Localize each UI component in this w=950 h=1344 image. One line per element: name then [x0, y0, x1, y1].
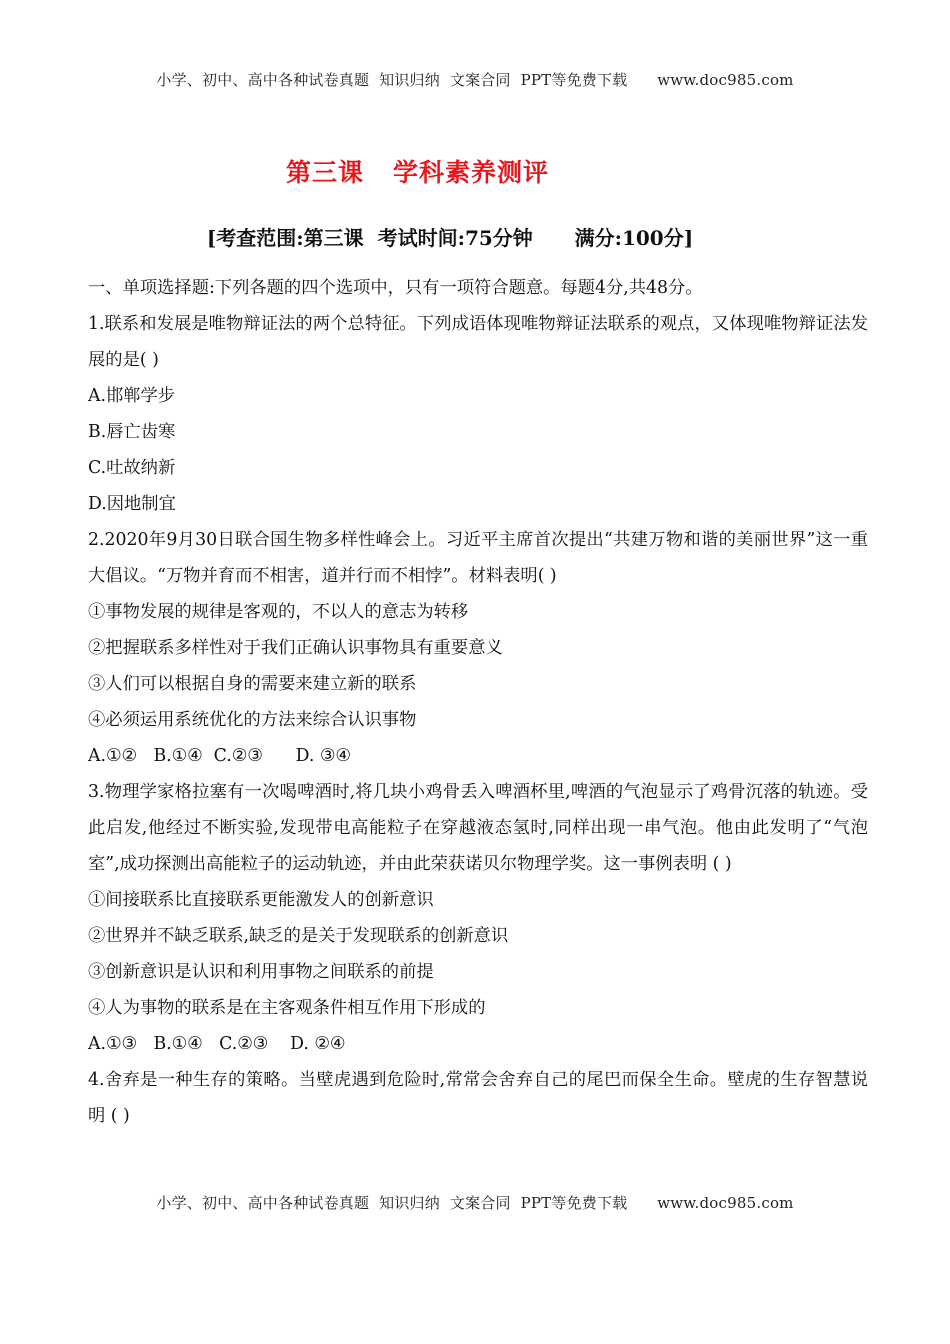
question-3-statement-4: ④人为事物的联系是在主客观条件相互作用下形成的: [88, 998, 486, 1018]
question-3-statement-2: ②世界并不缺乏联系,缺乏的是关于发现联系的创新意识: [88, 926, 509, 946]
question-3-statement-1: ①间接联系比直接联系更能激发人的创新意识: [88, 890, 434, 910]
question-2-statement-1: ①事物发展的规律是客观的，不以人的意志为转移: [88, 602, 469, 622]
question-list: [88, 270, 868, 1134]
question-3-stem: 3.物理学家格拉塞有一次喝啤酒时,将几块小鸡骨丢入啤酒杯里,啤酒的气泡显示了鸡骨沉落的轨迹。受此启发,他经过不断实验,发现带电高能粒子在穿越液态氢时,同样出现一串气泡。他由此发明了“气泡室”,成功探测出高能粒子的运动轨迹，并由此荣获诺贝尔物理学奖。这一事例表明 ( ): [88, 782, 868, 874]
question-1-option-c: C.吐故纳新: [88, 458, 176, 478]
question-2-statement-2: ②把握联系多样性对于我们正确认识事物具有重要意义: [88, 638, 503, 658]
page-header: 小学、初中、高中各种试卷真题 知识归纳 文案合同 PPT等免费下载 www.doc985.com: [156, 71, 794, 89]
question-3-statement-3: ③创新意识是认识和利用事物之间联系的前提: [88, 962, 434, 982]
question-4-stem: 4.舍弃是一种生存的策略。当壁虎遇到危险时,常常会舍弃自己的尾巴而保全生命。壁虎的生存智慧说明 ( ): [88, 1070, 868, 1126]
question-2-statement-4: ④必须运用系统优化的方法来综合认识事物: [88, 710, 417, 730]
page-title: 第三课 学科素养测评: [285, 158, 550, 187]
question-1-stem: 1.联系和发展是唯物辩证法的两个总特征。下列成语体现唯物辩证法联系的观点，又体现唯物辩证法发展的是( ): [88, 314, 868, 370]
question-1-option-d: D.因地制宜: [88, 494, 176, 514]
question-3-options: A.①③ B.①④ C.②③ D. ②④: [88, 1034, 346, 1054]
question-2-options: A.①② B.①④ C.②③ D. ③④: [88, 746, 351, 766]
section-heading: 一、单项选择题:下列各题的四个选项中，只有一项符合题意。每题4分,共48分。: [88, 278, 703, 298]
question-1-option-a: A.邯郸学步: [88, 386, 176, 406]
page-footer: 小学、初中、高中各种试卷真题 知识归纳 文案合同 PPT等免费下载 www.doc985.com: [156, 1194, 794, 1212]
question-2-statement-3: ③人们可以根据自身的需要来建立新的联系: [88, 674, 417, 694]
exam-info: [考查范围:第三课 考试时间:75分钟 满分:100分]: [206, 226, 694, 250]
question-2-stem: 2.2020年9月30日联合国生物多样性峰会上。习近平主席首次提出“共建万物和谐的美丽世界”这一重大倡议。“万物并育而不相害，道并行而不相悖”。材料表明( ): [88, 530, 868, 586]
question-1-option-b: B.唇亡齿寒: [88, 422, 176, 442]
